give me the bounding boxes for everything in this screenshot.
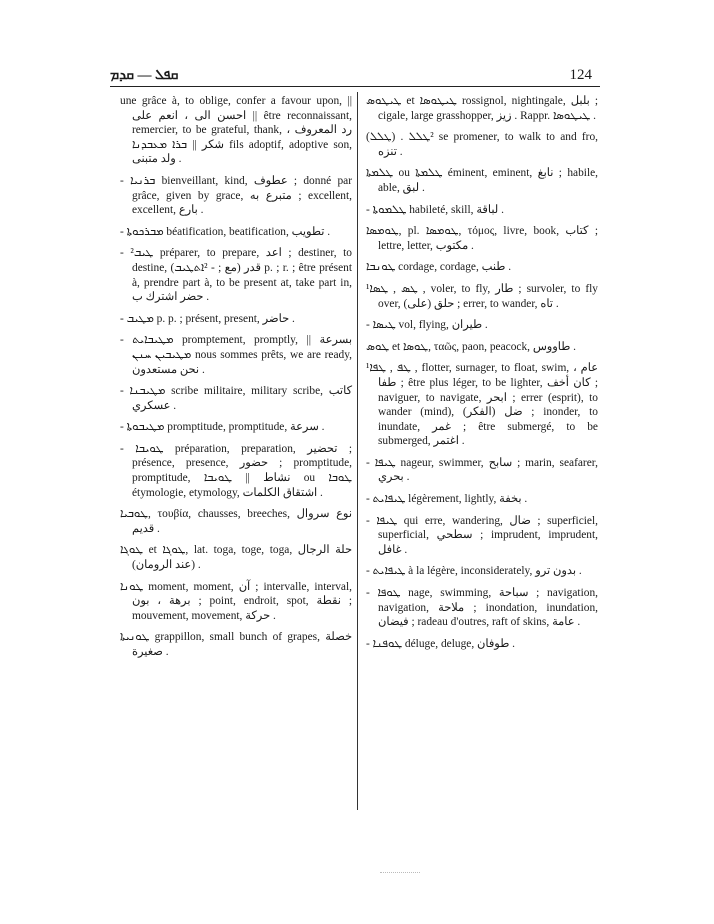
- dictionary-entry: ܛܘܢܝܬܐ grappillon, small bunch of grapes, خصلة صغيرة .: [120, 631, 352, 658]
- dictionary-entry: - ܡܛܝܒ p. p. ; présent, present, حاضر .: [120, 312, 295, 325]
- dictionary-entry: ܛܘܣ et ܛܘܣܐ, ταῶς, paon, peacock, طاووس .: [366, 340, 577, 353]
- header-rule: [110, 86, 600, 87]
- dictionary-entry: - ܛܠܡܘܬܐ habileté, skill, لباقة .: [366, 203, 504, 216]
- page-header: [110, 62, 600, 84]
- dictionary-entry: - ܡܛܝܒܐܝܬ promptement, promptly, بسرعة || ܡܛܝܒܝܢ ܚܢܢ nous sommes prêts, we are ready, نحن مستعدون .: [120, 334, 352, 376]
- dictionary-entry: (ܛܠܠ) . ²ܛܠܠ se promener, to walk to and fro, تنزه .: [366, 131, 598, 158]
- dictionary-entry: - ܡܒܪܟܘܬܐ béatification, beatification, تطويب .: [120, 225, 331, 238]
- dictionary-entry: ܛܝܛܘܣ et ܛܝܛܘܣܐ rossignol, nightingale, بلبل ; cigale, large grasshopper, زيز . Rappr. ܛܝܛܘܣܐ .: [366, 95, 598, 122]
- dictionary-entry: ¹ܛܣ , ܛܣܐ , voler, to fly, طار ; survoler, to fly over, (حلق (على ; errer, to wander, تاه .: [366, 282, 598, 310]
- right-column: [366, 94, 598, 658]
- dictionary-entry: - ܛܝܦܐܝܬ légèrement, lightly, بخفة .: [366, 493, 528, 506]
- running-head: ܩܦܠ — ܩܕܡ: [110, 68, 179, 83]
- dictionary-entry: - ܛܘܦܢܐ déluge, deluge, طوفان .: [366, 637, 515, 650]
- dictionary-entry: ܛܘܒܝܐ, τουβία, chausses, breeches, نوع سروال قديم .: [120, 508, 352, 535]
- left-column: [120, 94, 352, 667]
- dictionary-entry: - ܡܛܝܒܘܬܐ promptitude, promptitude, سرعة .: [120, 421, 325, 434]
- page-number: 124: [569, 67, 592, 83]
- dictionary-entry: ܛܘܢܒܐ cordage, cordage, طنب .: [366, 261, 512, 274]
- column-divider: [357, 92, 358, 810]
- dictionary-entry: ܛܘܓܐ et ܛܘܓܐ, lat. toga, toge, toga, حلة الرجال (عند الرومان) .: [120, 544, 352, 572]
- dictionary-entry: ¹ܛܦ , ܛܦܐ , flotter, surnager, to float, swim, عام ، طفا ; être plus léger, to be lighter, كان أخف ; naviguer, to navigate, ابحر ; errer (esprit), to wander (mind), (ضل (الفكر ; inonder, to inundate, غمر ; être submergé, to be submerged, اغتمر .: [366, 362, 598, 448]
- dictionary-entry: une grâce à, to oblige, confer a favour upon, || احسن الى ، انعم على || être reconnaissant, remercier, to be grateful, thank, رد المعروف ، شكر || ܒܪܐ ܡܥܒܕܢܐ fils adoptif, adoptive son, ولد متبنى .: [120, 95, 352, 166]
- dictionary-entry: - ܡܛܝܒܢܐ scribe militaire, military scribe, كاتب عسكري .: [120, 385, 352, 412]
- dictionary-entry: - ²ܛܝܒ préparer, to prepare, اعد ; destiner, to destine, (قدر (مع ; - ²ܐܬܛܝܒ p. ; r. ; être présent à, prendre part à, to be present at, take part in, حضر اشترك ب .: [120, 247, 352, 304]
- dictionary-entry: ܛܘܢܐ moment, moment, آن ; intervalle, interval, برهة ، بون ; point, endroit, spot, نقطة ; mouvement, movement, حركة .: [120, 580, 352, 622]
- page-smudge: [380, 872, 420, 874]
- dictionary-entry: - ܒܪܢܝܐ bienveillant, kind, عطوف ; donné par grâce, given by grace, متبرع به ; excellent, excellent, بارع .: [120, 174, 352, 217]
- dictionary-entry: ܛܠܡܬܐ ou ܛܠܡܬܐ éminent, eminent, نابغ ; habile, able, لبق .: [366, 167, 599, 194]
- dictionary-entry: - ܛܝܦܐ qui erre, wandering, ضال ; superficiel, superficial, سطحي ; imprudent, imprudent, غافل .: [366, 514, 598, 556]
- dictionary-entry: - ܛܝܣܐ vol, flying, طيران .: [366, 319, 488, 332]
- dictionary-entry: - ܛܝܦܐ nageur, swimmer, سابح ; marin, seafarer, بحري .: [366, 456, 598, 484]
- dictionary-entry: - ܛܘܝܒܐ préparation, preparation, تحضير ; présence, presence, حضور ; promptitude, promptitude, نشاط || ܛܘܝܒܐ ou ܛܘܒܐ étymologie, etymology, اشتقاق الكلمات .: [120, 442, 352, 499]
- dictionary-entry: - ܛܝܦܐܝܬ à la légère, inconsiderately, بدون ترو .: [366, 565, 582, 578]
- dictionary-entry: - ܛܘܦܐ nage, swimming, سباحة ; navigation, navigation, ملاحة ; inondation, inundation, فيضان ; radeau d'outres, raft of skins, عامة .: [366, 587, 598, 629]
- dictionary-entry: ܛܘܡܣܐ, pl. ܛܘܡܣܐ, τόμος, livre, book, كتاب ; lettre, letter, مكتوب .: [366, 225, 598, 252]
